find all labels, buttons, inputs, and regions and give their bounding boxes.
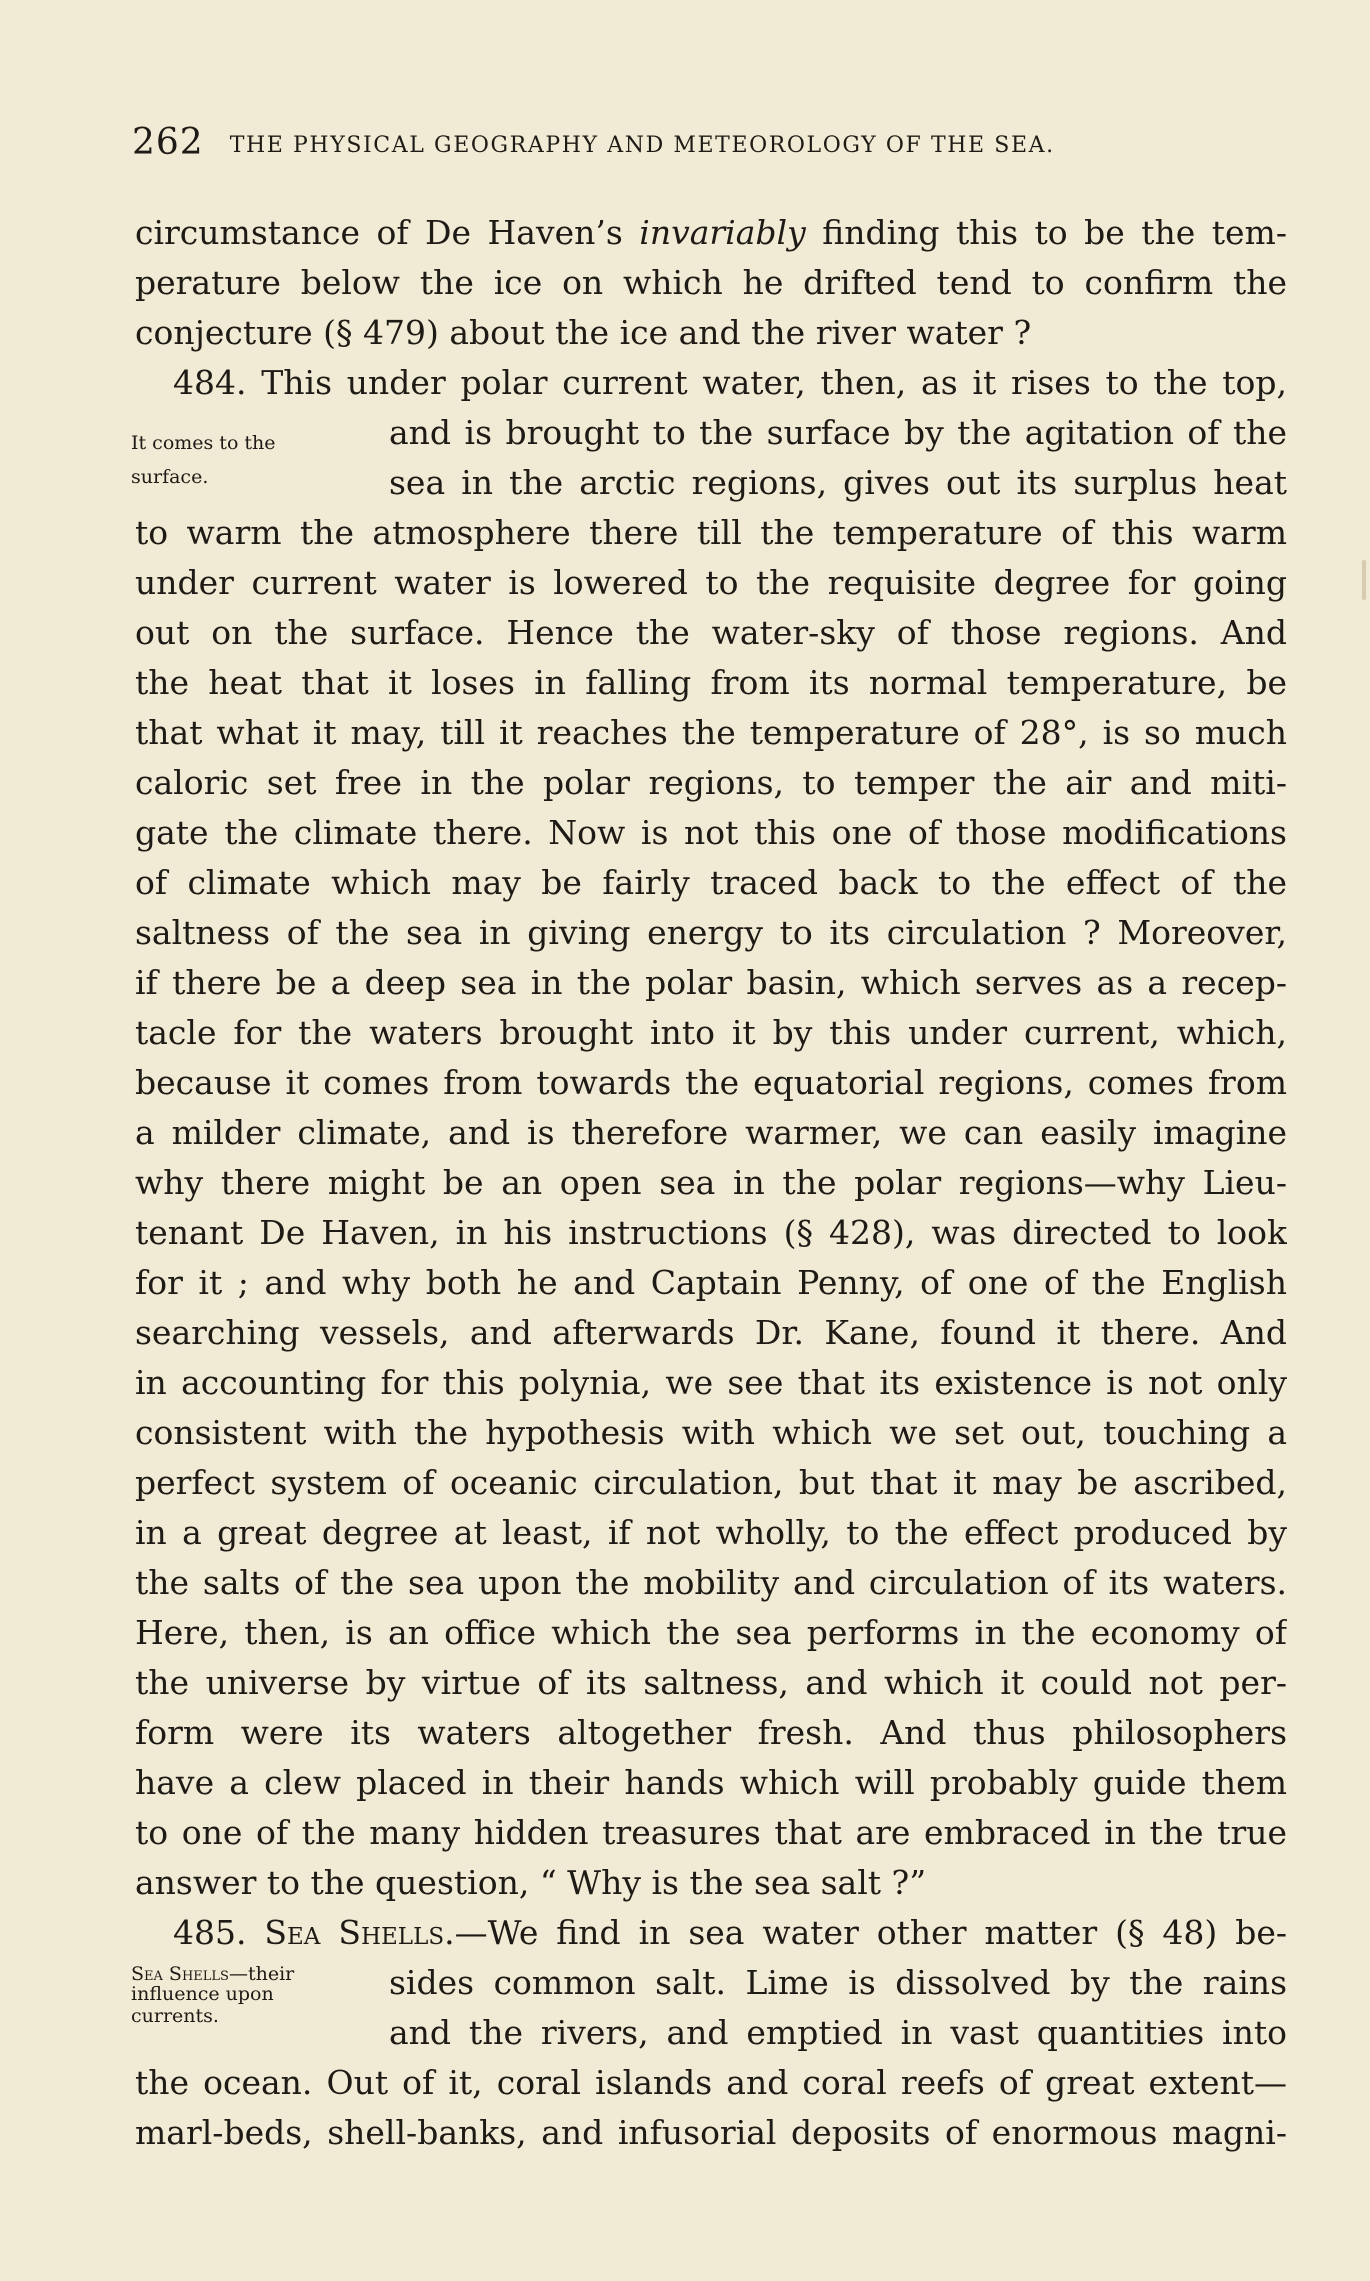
- text-line: circumstance of De Haven’s invariably finding this to be the tem-: [135, 213, 1287, 252]
- text-line: consistent with the hypothesis with which we set out, touching a: [135, 1413, 1287, 1452]
- running-head: [132, 122, 1232, 162]
- text-line: searching vessels, and afterwards Dr. Kane, found it there. And: [135, 1313, 1287, 1352]
- text-line: in a great degree at least, if not wholly, to the effect produced by: [135, 1513, 1287, 1552]
- text-line: and the rivers, and emptied in vast quantities into: [389, 2013, 1287, 2052]
- text-line: conjecture (§ 479) about the ice and the river water ?: [135, 313, 1032, 352]
- text-line: sides common salt. Lime is dissolved by the rains: [389, 1963, 1287, 2002]
- margin-note-line: currents.: [131, 2005, 219, 2027]
- text-line: under current water is lowered to the requisite degree for going: [135, 563, 1287, 602]
- text-line: the heat that it loses in falling from its normal temperature, be: [135, 663, 1287, 702]
- text-line: for it ; and why both he and Captain Penny, of one of the English: [135, 1263, 1287, 1302]
- text-line: and is brought to the surface by the agitation of the: [389, 413, 1287, 452]
- text-line: the ocean. Out of it, coral islands and coral reefs of great extent—: [135, 2063, 1287, 2102]
- text-line: a milder climate, and is therefore warmer, we can easily imagine: [135, 1113, 1287, 1152]
- paragraph-484-start: 484. This under polar current water, then, as it rises to the top,: [173, 363, 1287, 402]
- text-line: tenant De Haven, in his instructions (§ 428), was directed to look: [135, 1213, 1287, 1252]
- margin-note-line: surface.: [131, 466, 209, 488]
- text-line: have a clew placed in their hands which will probably guide them: [135, 1763, 1287, 1802]
- text-line: to one of the many hidden treasures that are embraced in the true: [135, 1813, 1287, 1852]
- body-text: [135, 208, 1287, 2158]
- text-line: the universe by virtue of its saltness, and which it could not per-: [135, 1663, 1287, 1702]
- text-line: out on the surface. Hence the water-sky of those regions. And: [135, 613, 1287, 652]
- text-line: sea in the arctic regions, gives out its surplus heat: [389, 463, 1287, 502]
- text-line: answer to the question, “ Why is the sea salt ?”: [135, 1863, 927, 1902]
- text-line: in accounting for this polynia, we see that its existence is not only: [135, 1363, 1287, 1402]
- text-line: that what it may, till it reaches the temperature of 28°, is so much: [135, 713, 1287, 752]
- text-line: Here, then, is an office which the sea performs in the economy of: [135, 1613, 1287, 1652]
- page-edge-mark: [1362, 560, 1366, 600]
- emphasis: invariably: [639, 213, 806, 252]
- text-line: perfect system of oceanic circulation, but that it may be ascribed,: [135, 1463, 1287, 1502]
- text-line: because it comes from towards the equatorial regions, comes from: [135, 1063, 1287, 1102]
- text-line: caloric set free in the polar regions, to temper the air and miti-: [135, 763, 1287, 802]
- text-line: saltness of the sea in giving energy to its circulation ? Moreover,: [135, 913, 1287, 952]
- text-line: why there might be an open sea in the polar regions—why Lieu-: [135, 1163, 1287, 1202]
- margin-note-heading: Sea Shells: [131, 1963, 229, 1985]
- text-line: marl-beds, shell-banks, and infusorial deposits of enormous magni-: [135, 2113, 1287, 2152]
- text-line: gate the climate there. Now is not this one of those modifications: [135, 813, 1287, 852]
- margin-note-line: influence upon: [131, 1983, 274, 2005]
- section-heading: Sea Shells.: [264, 1913, 455, 1952]
- text-line: perature below the ice on which he drifted tend to confirm the: [135, 263, 1287, 302]
- text-line: if there be a deep sea in the polar basin, which serves as a recep-: [135, 963, 1287, 1002]
- margin-note-line: It comes to the: [131, 432, 276, 454]
- text-line: tacle for the waters brought into it by this under current, which,: [135, 1013, 1287, 1052]
- text-line: the salts of the sea upon the mobility and circulation of its waters.: [135, 1563, 1287, 1602]
- text-line: to warm the atmosphere there till the temperature of this warm: [135, 513, 1287, 552]
- margin-note-text: —their: [228, 1963, 295, 1985]
- running-title: THE PHYSICAL GEOGRAPHY AND METEOROLOGY OF THE SEA.: [229, 133, 1055, 158]
- text-line: of climate which may be fairly traced back to the effect of the: [135, 863, 1287, 902]
- page-number: 262: [132, 122, 204, 163]
- text-line: form were its waters altogether fresh. And thus philosophers: [135, 1713, 1287, 1752]
- paragraph-485-start: 485. Sea Shells.—We find in sea water other matter (§ 48) be-: [173, 1913, 1287, 1952]
